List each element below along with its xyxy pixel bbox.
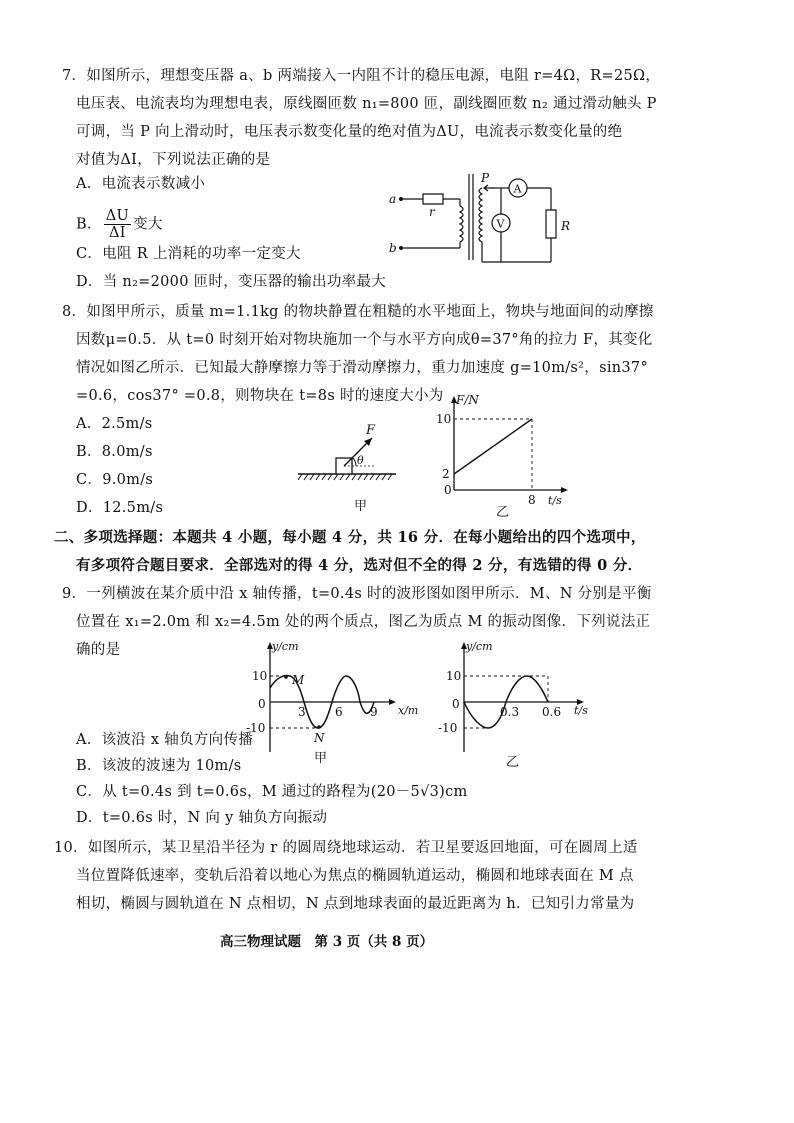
q7-line-4: 对值为ΔI，下列说法正确的是 — [76, 152, 271, 168]
q9-option-b: B．该波的波速为 10m/s — [76, 758, 242, 774]
resistor-R — [546, 210, 556, 238]
q7-line-2: 电压表、电流表均为理想电表，原线圈匝数 n₁=800 匝，副线圈匝数 n₂ 通过滑动触头 P — [76, 96, 657, 112]
q9-option-a: A．该波沿 x 轴负方向传播 — [76, 732, 254, 748]
q8-line-2: 因数μ=0.5．从 t=0 时刻开始对物块施加一个与水平方向成θ=37°角的拉力 F，其变化 — [76, 332, 653, 348]
secondary-coil — [479, 188, 482, 242]
slider-p-label: P — [481, 171, 490, 185]
q7-fraction-numerator: ΔU — [105, 208, 130, 224]
y-axis-label: y/cm — [466, 640, 493, 653]
slider-contact-p — [484, 185, 495, 191]
x-axis-label: x/m — [398, 704, 419, 717]
force-label: F — [366, 423, 376, 438]
resistor-r-label: r — [429, 205, 435, 219]
x-tick-3: 3 — [298, 705, 306, 719]
q7-option-b-suffix: 变大 — [133, 216, 163, 233]
terminal-b-label: b — [389, 241, 397, 255]
figure-jia-caption: 甲 — [354, 499, 368, 514]
t-tick-8: 8 — [528, 493, 536, 507]
q10-line-1: 10．如图所示，某卫星沿半径为 r 的圆周绕地球运动．若卫星要返回地面，可在圆周上适 — [54, 840, 638, 856]
ground-hatching — [298, 474, 392, 480]
y-tick-minus-10: -10 — [246, 721, 266, 735]
t-axis-label: t/s — [548, 494, 562, 507]
y-axis-label: y/cm — [272, 640, 299, 653]
q9-figure-yi — [430, 636, 600, 776]
q10-line-2: 当位置降低速率，变轨后沿着以地心为焦点的椭圆轨道运动，椭圆和地球表面在 M 点 — [76, 868, 634, 884]
q9-figure-jia — [240, 636, 430, 766]
f-axis-label: F/N — [456, 393, 479, 407]
t-tick-0-6: 0.6 — [542, 705, 562, 719]
figure-yi-caption: 乙 — [506, 755, 520, 770]
label-m: M — [292, 673, 305, 687]
terminal-a-label: a — [389, 192, 397, 206]
q8-option-d: D．12.5m/s — [76, 500, 164, 516]
point-m — [284, 675, 288, 679]
page-footer: 高三物理试题 第 3 页（共 8 页） — [220, 934, 434, 950]
y-tick-minus-10: -10 — [438, 721, 458, 735]
y-tick-10: 10 — [252, 669, 268, 683]
section-2-heading-line-1: 二、多项选择题：本题共 4 小题，每小题 4 分，共 16 分．在每小题给出的四个选项中， — [54, 529, 646, 546]
y-tick-10: 10 — [446, 669, 462, 683]
section-2-heading-line-2: 有多项符合题目要求．全部选对的得 4 分，选对但不全的得 2 分，有选错的得 0 分． — [76, 557, 643, 574]
force-line — [454, 419, 532, 474]
origin-label: 0 — [452, 697, 460, 711]
q8-option-a: A．2.5m/s — [76, 416, 153, 432]
x-tick-6: 6 — [335, 705, 343, 719]
q9-line-3: 确的是 — [76, 642, 121, 658]
resistor-r — [423, 194, 443, 204]
q7-option-d: D．当 n₂=2000 匝时，变压器的输出功率最大 — [76, 274, 387, 290]
voltmeter-label: V — [496, 217, 505, 231]
figure-yi-caption: 乙 — [496, 505, 510, 520]
q7-option-a: A．电流表示数减小 — [76, 176, 206, 192]
t-axis-arrow — [561, 487, 568, 493]
q8-figure-yi — [428, 390, 578, 520]
q7-line-1: 7．如图所示，理想变压器 a、b 两端接入一内阻不计的稳压电源，电阻 r=4Ω，R=25Ω， — [62, 68, 661, 84]
q7-option-b-prefix: B． — [76, 216, 102, 233]
q10-line-3: 相切，椭圆与圆轨道在 N 点相切，N 点到地球表面的最近距离为 h．已知引力常量为 — [76, 896, 635, 912]
f-tick-10: 10 — [436, 412, 452, 426]
q7-option-b — [76, 208, 163, 241]
q9-line-1: 9．一列横波在某介质中沿 x 轴传播，t=0.4s 时的波形图如图甲所示．M、N 分别是平衡 — [62, 586, 652, 602]
q8-line-1: 8．如图甲所示，质量 m=1.1kg 的物块静置在粗糙的水平地面上，物块与地面间的动摩擦 — [62, 304, 654, 320]
ammeter-label: A — [513, 182, 522, 196]
q8-option-c: C．9.0m/s — [76, 472, 154, 488]
q9-option-d: D．t=0.6s 时，N 向 y 轴负方向振动 — [76, 810, 328, 826]
t-tick-0-3: 0.3 — [500, 705, 520, 719]
angle-label: θ — [357, 454, 364, 467]
q7-circuit-diagram — [385, 160, 575, 270]
q7-fraction-denominator: ΔI — [109, 225, 126, 241]
x-tick-9: 9 — [370, 705, 378, 719]
point-n — [317, 725, 321, 729]
q9-line-2: 位置在 x₁=2.0m 和 x₂=4.5m 处的两个质点，图乙为质点 M 的振动图像．下列说法正 — [76, 614, 651, 630]
q9-option-c: C．从 t=0.4s 到 t=0.6s，M 通过的路程为(20－5√3)cm — [76, 784, 468, 800]
origin-label: 0 — [258, 697, 266, 711]
t-axis-label: t/s — [574, 704, 588, 717]
primary-coil — [460, 206, 463, 242]
q8-line-3: 情况如图乙所示．已知最大静摩擦力等于滑动摩擦力，重力加速度 g=10m/s²，sin37° — [76, 360, 648, 376]
q7-line-3: 可调，当 P 向上滑动时，电压表示数变化量的绝对值为ΔU，电流表示数变化量的绝 — [76, 124, 623, 140]
f-tick-2: 2 — [442, 467, 450, 481]
label-n: N — [314, 731, 325, 745]
q8-line-4: =0.6，cos37° =0.8，则物块在 t=8s 时的速度大小为 — [76, 388, 444, 404]
q7-option-b-fraction — [104, 208, 131, 241]
figure-jia-caption: 甲 — [314, 751, 328, 766]
q8-figure-jia — [292, 418, 402, 518]
origin-label: 0 — [444, 483, 452, 497]
q8-option-b: B．8.0m/s — [76, 444, 153, 460]
q7-option-c: C．电阻 R 上消耗的功率一定变大 — [76, 246, 301, 262]
x-axis-arrow — [389, 699, 396, 705]
angle-arc — [353, 458, 357, 467]
resistor-R-label: R — [561, 219, 571, 233]
